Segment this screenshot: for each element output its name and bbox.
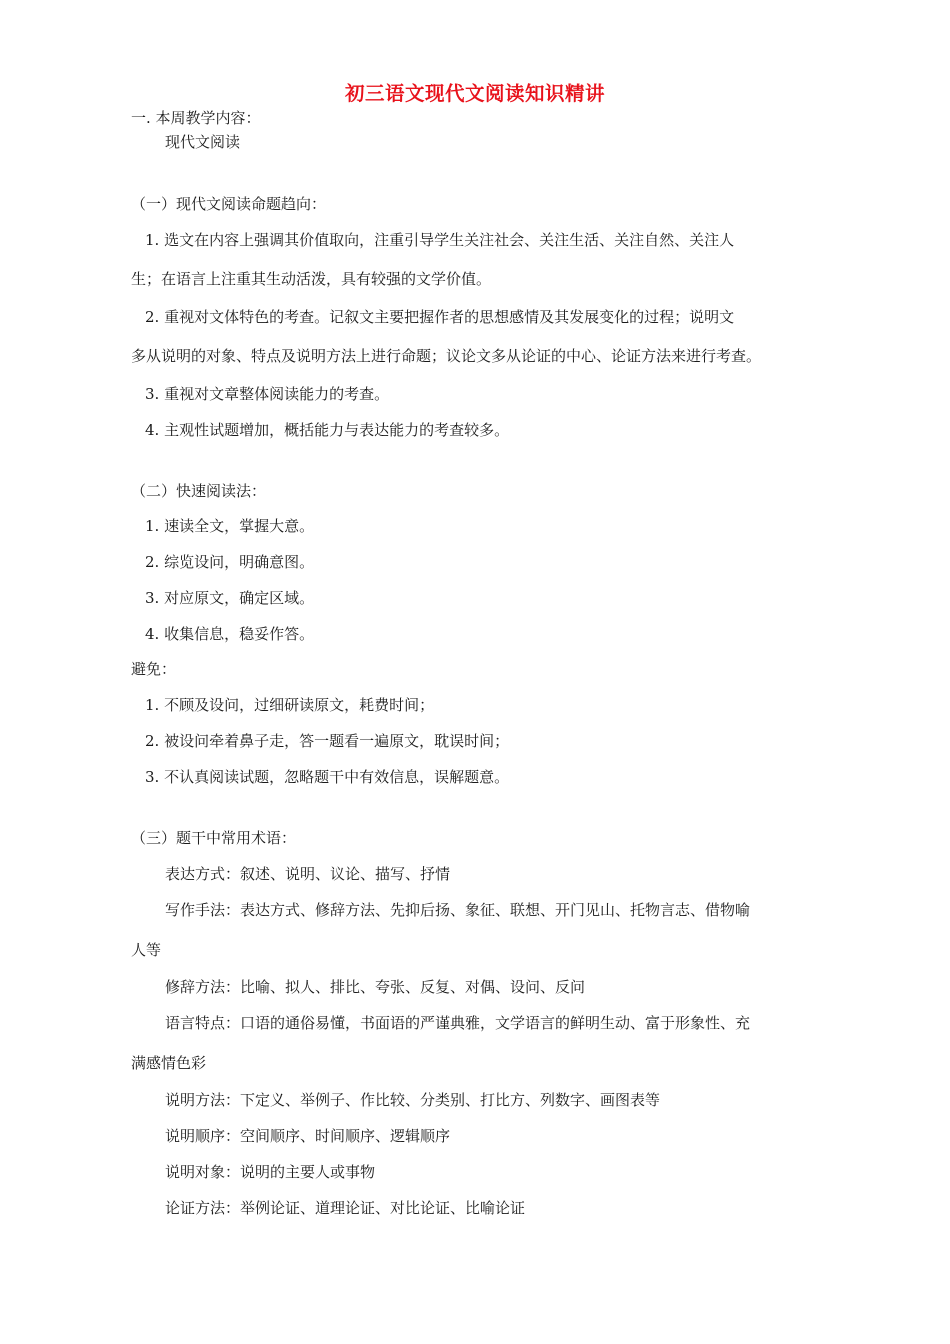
trend-item-2-line-1: 2. 重视对文体特色的考查。记叙文主要把握作者的思想感情及其发展变化的过程；说明文 <box>145 308 735 326</box>
term-language-line-2: 满感情色彩 <box>131 1054 207 1072</box>
avoid-item: 3. 不认真阅读试题，忽略题干中有效信息，误解题意。 <box>145 768 510 786</box>
section-heading-trends: （一）现代文阅读命题趋向： <box>131 195 327 213</box>
term-explanation-object: 说明对象：说明的主要人或事物 <box>165 1163 376 1181</box>
trend-item-4: 4. 主观性试题增加，概括能力与表达能力的考查较多。 <box>145 421 510 439</box>
avoid-item: 2. 被设问牵着鼻子走，答一题看一遍原文，耽误时间； <box>145 732 510 750</box>
term-rhetoric: 修辞方法：比喻、拟人、排比、夸张、反复、对偶、设问、反问 <box>165 978 586 996</box>
avoid-label: 避免： <box>131 660 177 678</box>
avoid-item: 1. 不顾及设问，过细研读原文，耗费时间； <box>145 696 435 714</box>
trend-item-2-line-2: 多从说明的对象、特点及说明方法上进行命题；议论文多从论证的中心、论证方法来进行考查。 <box>131 347 762 365</box>
term-language-line-1: 语言特点：口语的通俗易懂，书面语的严谨典雅，文学语言的鲜明生动、富于形象性、充 <box>165 1014 751 1032</box>
trend-item-3: 3. 重视对文章整体阅读能力的考查。 <box>145 385 390 403</box>
section-heading-terms: （三）题干中常用术语： <box>131 829 297 847</box>
term-writing-technique-line-2: 人等 <box>131 941 162 959</box>
fast-reading-item: 2. 综览设问，明确意图。 <box>145 553 315 571</box>
trend-item-1-line-1: 1. 选文在内容上强调其价值取向，注重引导学生关注社会、关注生活、关注自然、关注人 <box>145 231 735 249</box>
topic-text: 现代文阅读 <box>165 133 241 151</box>
term-expression: 表达方式：叙述、说明、议论、描写、抒情 <box>165 865 451 883</box>
trend-item-1-line-2: 生；在语言上注重其生动活泼，具有较强的文学价值。 <box>131 270 492 288</box>
fast-reading-item: 1. 速读全文，掌握大意。 <box>145 517 315 535</box>
term-writing-technique-line-1: 写作手法：表达方式、修辞方法、先抑后扬、象征、联想、开门见山、托物言志、借物喻 <box>165 901 751 919</box>
document-title: 初三语文现代文阅读知识精讲 <box>344 82 605 105</box>
term-explanation-order: 说明顺序：空间顺序、时间顺序、逻辑顺序 <box>165 1127 451 1145</box>
section-heading-content: 一. 本周教学内容： <box>131 109 261 127</box>
fast-reading-item: 3. 对应原文，确定区域。 <box>145 589 315 607</box>
fast-reading-item: 4. 收集信息，稳妥作答。 <box>145 625 315 643</box>
section-heading-fast-reading: （二）快速阅读法： <box>131 482 267 500</box>
term-argument-methods: 论证方法：举例论证、道理论证、对比论证、比喻论证 <box>165 1199 526 1217</box>
term-explanation-methods: 说明方法：下定义、举例子、作比较、分类别、打比方、列数字、画图表等 <box>165 1091 661 1109</box>
